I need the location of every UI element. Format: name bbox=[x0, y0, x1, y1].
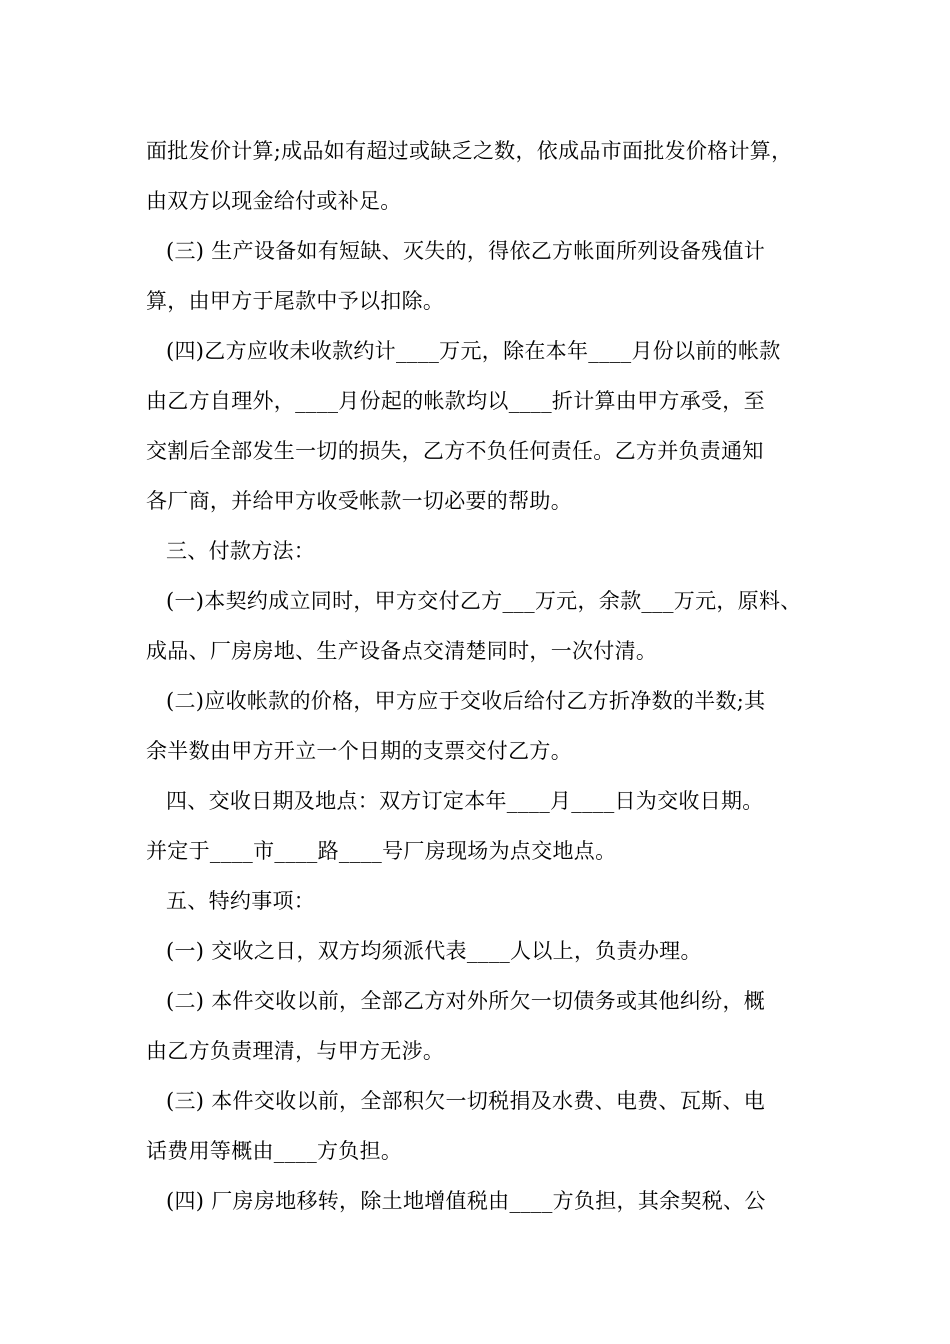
text-line: (三) 生产设备如有短缺、灭失的，得依乙方帐面所列设备残值计 bbox=[166, 239, 766, 263]
text-line: (一) 交收之日，双方均须派代表____人以上，负责办理。 bbox=[166, 939, 702, 963]
document-body bbox=[146, 126, 818, 1226]
section-heading: 五、特约事项： bbox=[166, 889, 316, 913]
text-line: 余半数由甲方开立一个日期的支票交付乙方。 bbox=[146, 739, 572, 763]
text-line: (二)应收帐款的价格，甲方应于交收后给付乙方折净数的半数;其 bbox=[166, 689, 766, 713]
text-line: 由双方以现金给付或补足。 bbox=[146, 189, 402, 213]
text-line: 算，由甲方于尾款中予以扣除。 bbox=[146, 289, 445, 313]
text-line: 话费用等概由____方负担。 bbox=[146, 1139, 403, 1163]
text-line: (四) 厂房房地移转，除土地增值税由____方负担，其余契税、公 bbox=[166, 1189, 766, 1213]
section-heading: 四、交收日期及地点：双方订定本年____月____日为交收日期。 bbox=[166, 789, 764, 813]
text-line: (三) 本件交收以前，全部积欠一切税捐及水费、电费、瓦斯、电 bbox=[166, 1089, 766, 1113]
text-line: 成品、厂房房地、生产设备点交清楚同时，一次付清。 bbox=[146, 639, 658, 663]
text-line: 并定于____市____路____号厂房现场为点交地点。 bbox=[146, 839, 617, 863]
text-line: 交割后全部发生一切的损失，乙方不负任何责任。乙方并负责通知 bbox=[146, 439, 764, 463]
text-line: 各厂商，并给甲方收受帐款一切必要的帮助。 bbox=[146, 489, 572, 513]
text-line: (四)乙方应收未收款约计____万元，除在本年____月份以前的帐款 bbox=[166, 339, 781, 363]
section-heading: 三、付款方法： bbox=[166, 539, 316, 563]
text-line: 由乙方负责理清，与甲方无涉。 bbox=[146, 1039, 445, 1063]
text-line: 由乙方自理外，____月份起的帐款均以____折计算由甲方承受，至 bbox=[146, 389, 765, 413]
text-line: 面批发价计算;成品如有超过或缺乏之数，依成品市面批发价格计算， bbox=[146, 139, 793, 163]
text-line: (二) 本件交收以前，全部乙方对外所欠一切债务或其他纠纷，概 bbox=[166, 989, 766, 1013]
text-line: (一)本契约成立同时，甲方交付乙方___万元，余款___万元，原料、 bbox=[166, 589, 802, 613]
